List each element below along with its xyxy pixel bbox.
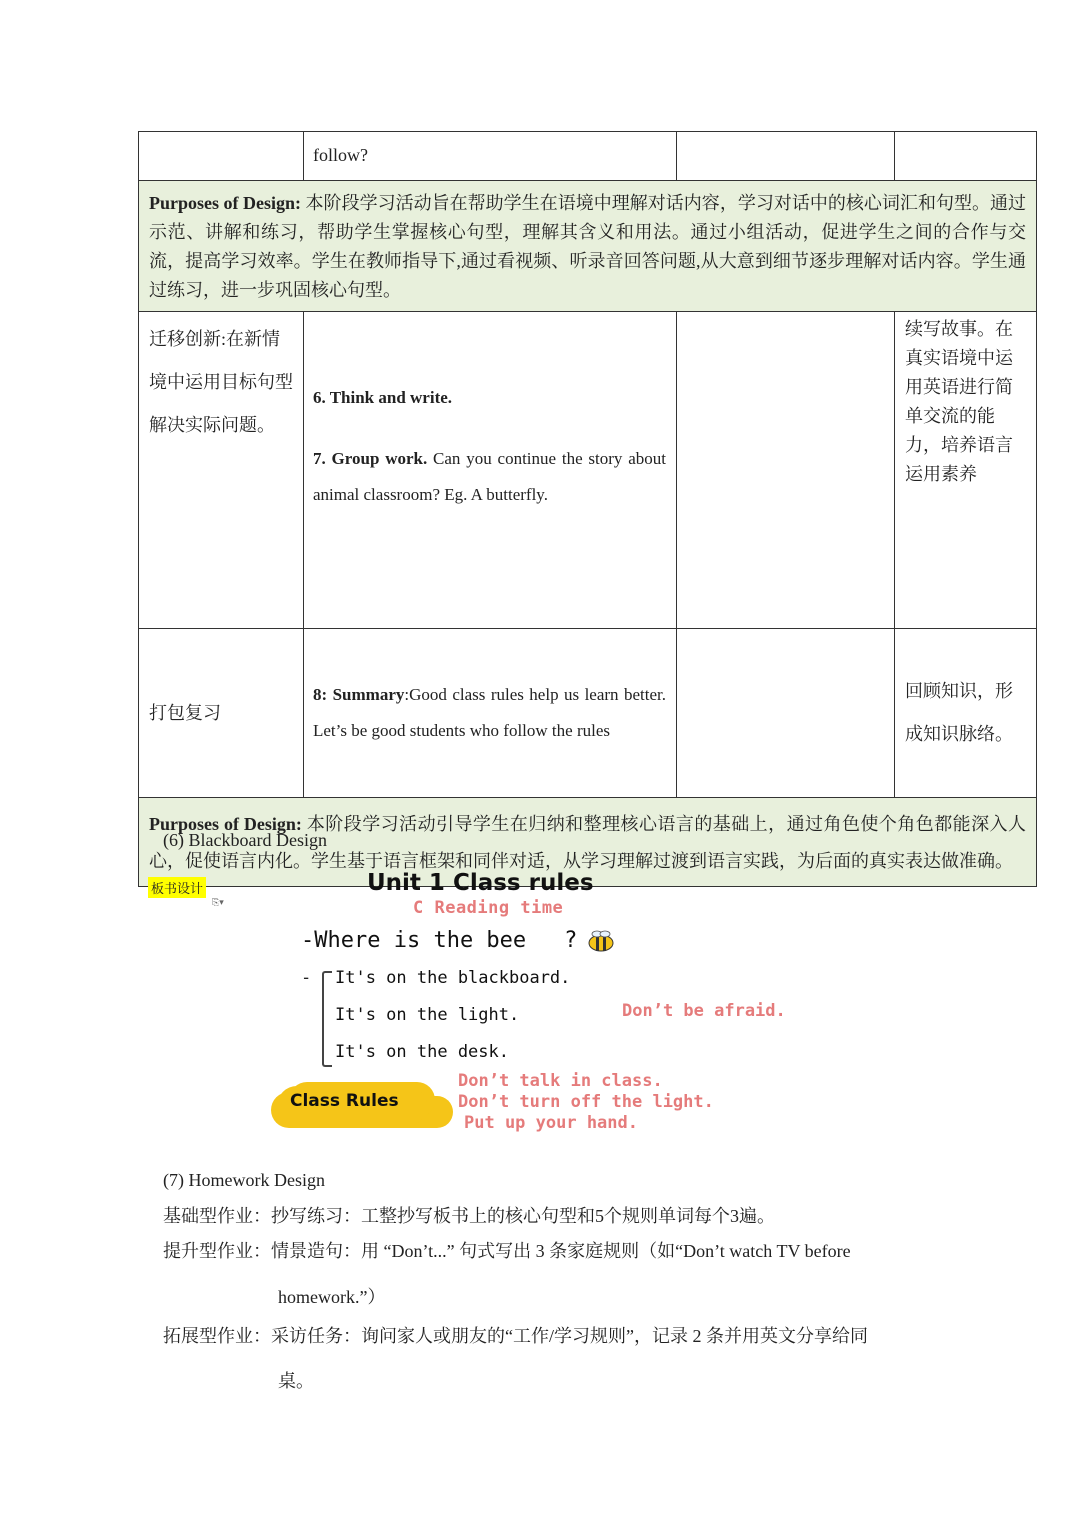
activity-item [313, 441, 666, 513]
table-cell [895, 132, 1037, 181]
purpose-cell [139, 181, 1037, 312]
table-row [139, 312, 1037, 629]
board-rule: Don’t turn off the light. [458, 1092, 714, 1112]
purpose-row [139, 181, 1037, 312]
table-cell [677, 132, 895, 181]
stage-cell: 打包复习 [139, 629, 304, 798]
paste-options-icon: ⎘▾ [212, 898, 224, 908]
purpose-note-cell: 续写故事。在真实语境中运用英语进行简单交流的能力，培养语言运用素养 [895, 312, 1037, 629]
board-title: Unit 1 Class rules [367, 870, 594, 896]
activity-item: 6. Think and write. [313, 388, 453, 407]
purpose-text: 本阶段学习活动旨在帮助学生在语境中理解对话内容，学习对话中的核心词汇和句型。通过示范、讲解和练习，帮助学生掌握核心句型，理解其含义和用法。通过小组活动，促进学生之间的合作与交流，提高学习效率。学生在教师指导下,通过看视频、听录音回答问题,从大意到细节逐步理解对话内容。学生通过练习，进一步巩固核心句型。 [149, 193, 1027, 300]
board-answer: It's on the light. [335, 1005, 520, 1025]
activity-label: 8: Summary [313, 685, 405, 704]
table-row [139, 132, 1037, 181]
table-cell [677, 629, 895, 798]
table-row [139, 629, 1037, 798]
purpose-text: 本阶段学习活动引导学生在归纳和整理核心语言的基础上，通过角色使个角色都能深入人心，促使语言内化。学生基于语言框架和同伴对适，从学习理解过渡到语言实践，为后面的真实表达做准确。 [149, 814, 1026, 871]
homework-extended-cont: 桌。 [278, 1371, 314, 1391]
board-answer: It's on the blackboard. [335, 968, 571, 988]
purpose-note-cell: 回顾知识，形成知识脉络。 [895, 629, 1037, 798]
board-dash: - [301, 968, 312, 988]
activity-text: Can you continue the story about animal classroom? Eg. A butterfly. [313, 449, 666, 504]
board-rule: Don’t talk in class. [458, 1071, 663, 1091]
homework-advanced-cont: homework.”） [278, 1287, 386, 1307]
board-bracket [322, 971, 332, 1067]
question-mark: ? [564, 928, 578, 953]
stage-cell: 迁移创新:在新情境中运用目标句型解决实际问题。 [139, 312, 304, 629]
table-cell [139, 132, 304, 181]
board-note: Don’t be afraid. [622, 1001, 786, 1021]
question-text: -Where is the bee [301, 928, 527, 953]
board-answer: It's on the desk. [335, 1042, 509, 1062]
activity-label: 7. Group work. [313, 449, 428, 468]
activity-text: :Good class rules help us learn better. Let’s be good students who follow the rules [313, 685, 666, 740]
table-cell: follow? [304, 132, 677, 181]
homework-extended: 拓展型作业：采访任务：询问家人或朋友的“工作/学习规则”，记录 2 条并用英文分享给同 [163, 1326, 868, 1346]
blackboard-image [138, 868, 844, 1140]
board-question [301, 928, 577, 953]
homework-advanced: 提升型作业：情景造句：用 “Don’t...” 句式写出 3 条家庭规则（如“Don’t watch TV before [163, 1241, 851, 1261]
purpose-label: Purposes of Design: [149, 193, 302, 213]
activity-cell [304, 629, 677, 798]
board-rule: Put up your hand. [464, 1113, 638, 1133]
table-cell [677, 312, 895, 629]
blackboard-tag: 板书设计 [148, 877, 206, 898]
activity-cell [304, 312, 677, 629]
homework-heading: (7) Homework Design [163, 1170, 325, 1190]
purpose-label: Purposes of Design: [149, 814, 302, 834]
blackboard-heading: (6) Blackboard Design [163, 830, 327, 850]
lesson-table [138, 131, 1037, 887]
homework-basic: 基础型作业：抄写练习：工整抄写板书上的核心句型和5个规则单词每个3遍。 [163, 1206, 775, 1226]
board-subtitle: C Reading time [413, 898, 564, 918]
class-rules-label: Class Rules [290, 1091, 399, 1111]
bee-icon [586, 930, 616, 952]
